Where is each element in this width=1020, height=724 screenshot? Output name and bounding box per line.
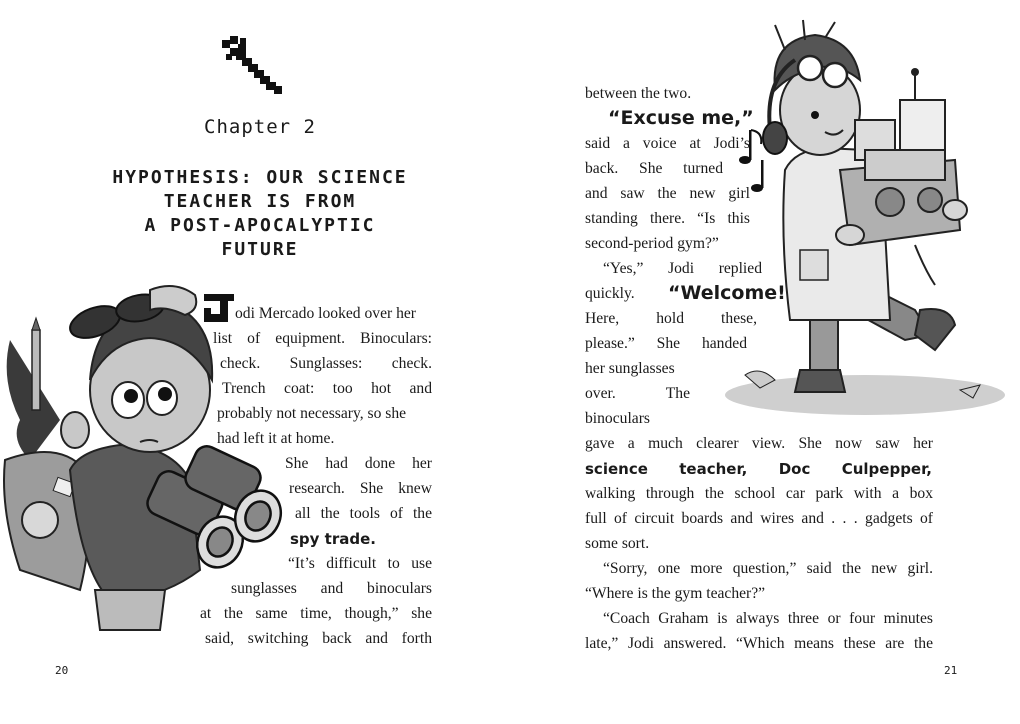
- body-line: Here, hold these,: [585, 310, 757, 327]
- body-line: said, switching back and forth: [205, 630, 432, 647]
- body-line: quickly.: [585, 285, 635, 302]
- chapter-title-line: A POST-APOCALYPTIC: [144, 215, 376, 236]
- body-line: full of circuit boards and wires and . . . gadgets of: [585, 510, 933, 527]
- chapter-label: Chapter 2: [204, 116, 316, 138]
- body-line-spy-trade: spy trade.: [290, 530, 376, 548]
- right-page: [510, 0, 1020, 724]
- body-line: some sort.: [585, 535, 650, 552]
- chapter-title-line: TEACHER IS FROM: [163, 191, 357, 212]
- body-line: late,” Jodi answered. “Which means these are the: [585, 635, 933, 652]
- body-line: said a voice at Jodi’s: [585, 135, 750, 152]
- body-line: at the same time, though,” she: [200, 605, 432, 622]
- body-line: check. Sunglasses: check.: [220, 355, 432, 372]
- body-line-science-teacher: science teacher, Doc Culpepper,: [585, 460, 932, 478]
- body-line: sunglasses and binoculars: [231, 580, 432, 597]
- body-line: over. The: [585, 385, 690, 402]
- page-number-left: 20: [55, 664, 69, 677]
- body-line: “It’s difficult to use: [288, 555, 432, 572]
- body-line: between the two.: [585, 85, 692, 102]
- body-line: She had done her: [285, 455, 432, 472]
- body-line: had left it at home.: [217, 430, 335, 447]
- body-line: list of equipment. Binoculars:: [213, 330, 432, 347]
- body-line: back. She turned: [585, 160, 723, 177]
- teacher-carrying-gadgets-illustration: [715, 20, 1015, 420]
- body-line: second-period gym?”: [585, 235, 719, 252]
- body-line: “Where is the gym teacher?”: [585, 585, 766, 602]
- page-number-right: 21: [944, 664, 958, 677]
- pixel-sword-icon: [222, 36, 288, 96]
- chapter-title: [70, 166, 450, 262]
- body-line: probably not necessary, so she: [217, 405, 407, 422]
- dialogue-welcome: “Welcome!: [668, 282, 786, 304]
- body-line: research. She knew: [289, 480, 432, 497]
- chapter-title-line: FUTURE: [221, 239, 299, 260]
- drop-cap-j: [204, 294, 234, 324]
- body-line: “Sorry, one more question,” said the new girl.: [603, 560, 933, 577]
- body-line: gave a much clearer view. She now saw her: [585, 435, 933, 452]
- body-line: her sunglasses: [585, 360, 675, 377]
- body-line: odi Mercado looked over her: [235, 305, 416, 322]
- body-line: all the tools of the: [295, 505, 432, 522]
- body-line: standing there. “Is this: [585, 210, 750, 227]
- body-line: please.” She handed: [585, 335, 747, 352]
- body-line: Trench coat: too hot and: [222, 380, 432, 397]
- body-line: “Coach Graham is always three or four minutes: [603, 610, 933, 627]
- body-line: walking through the school car park with a box: [585, 485, 933, 502]
- body-line: binoculars: [585, 410, 650, 427]
- chapter-title-line: HYPOTHESIS: OUR SCIENCE: [112, 167, 408, 188]
- body-line: “Yes,” Jodi replied: [603, 260, 762, 277]
- dialogue-excuse-me: “Excuse me,”: [608, 107, 754, 129]
- body-line: and saw the new girl: [585, 185, 750, 202]
